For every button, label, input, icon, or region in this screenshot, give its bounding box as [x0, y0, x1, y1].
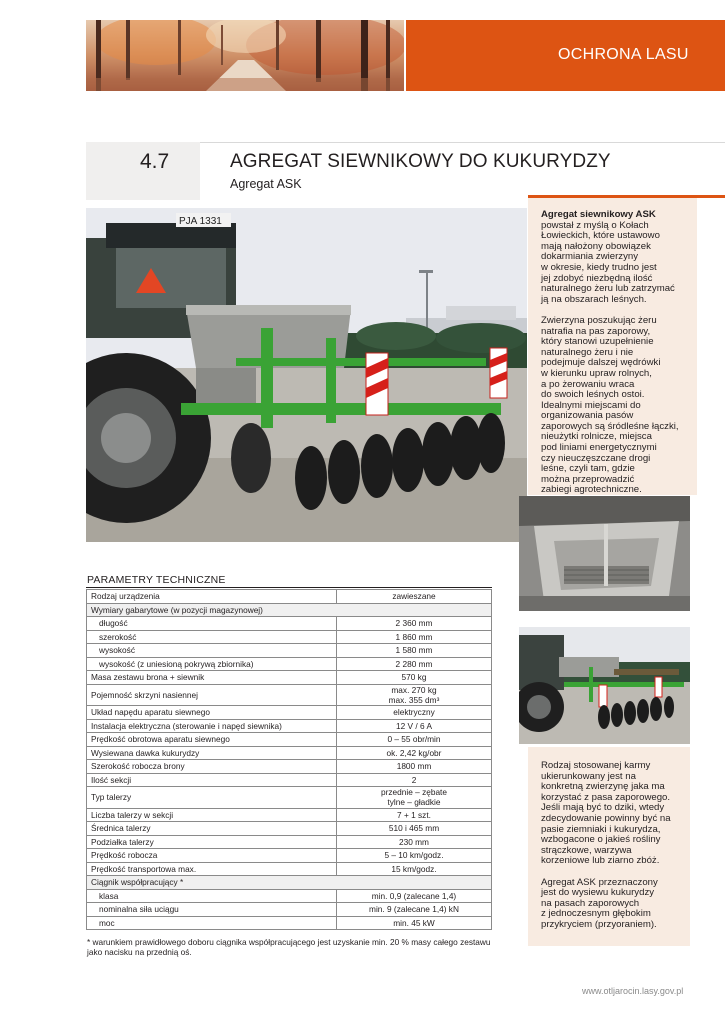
param-label: moc: [87, 916, 337, 930]
table-row: [87, 808, 492, 822]
text-line: natrafia na pas zaporowy,: [541, 325, 651, 337]
page-subtitle: Agregat ASK: [230, 177, 302, 191]
param-label: Prędkość obrotowa aparatu siewnego: [87, 733, 337, 747]
param-label: szerokość: [87, 630, 337, 644]
text-line: konkretną zwierzynę jaka ma: [541, 781, 665, 793]
section-number: 4.7: [140, 150, 170, 173]
text-line: zabiegi agrotechniczne.: [541, 484, 642, 496]
page-title: AGREGAT SIEWNIKOWY DO KUKURYDZY: [230, 151, 611, 172]
description-text: [541, 210, 691, 507]
table-group-label: Ciągnik współpracujący *: [87, 876, 492, 890]
text-line: czy nieuczęszczane drogi: [541, 452, 651, 464]
table-row: [87, 746, 492, 760]
param-value: [337, 657, 492, 671]
table-group-label: Wymiary gabarytowe (w pozycji magazynowej): [87, 603, 492, 617]
table-row: [87, 916, 492, 930]
text-line: Agregat ASK przeznaczony: [541, 876, 658, 888]
param-value-text: 2 280 mm: [395, 658, 433, 669]
text-line: organizowania pasów: [541, 410, 634, 422]
param-value-text: 0 – 55 obr/min: [387, 734, 441, 745]
text-line: można przeprowadzić: [541, 473, 635, 485]
params-table: [86, 589, 492, 930]
text-line: Łowieckich, które ustawowo: [541, 230, 660, 242]
table-row: [87, 733, 492, 747]
header-forest-photo: [86, 20, 404, 91]
param-label: Układ napędu aparatu siewnego: [87, 706, 337, 720]
param-value: [337, 773, 492, 787]
param-value-text: min. 45 kW: [393, 917, 435, 928]
table-row: [87, 849, 492, 863]
param-label: Pojemność skrzyni nasiennej: [87, 684, 337, 706]
param-value: [337, 684, 492, 706]
param-value: [337, 849, 492, 863]
text-line: korzystać z pasa zaporowego.: [541, 791, 671, 803]
text-line: ukierunkowany jest na: [541, 770, 636, 782]
param-value-text: min. 9 (zalecane 1,4) kN: [369, 904, 459, 915]
param-value-text-2: max. 355 dm³: [388, 694, 440, 705]
param-label: Średnica talerzy: [87, 822, 337, 836]
param-value: [337, 617, 492, 631]
param-label: Typ talerzy: [87, 787, 337, 809]
text-line: powstał z myślą o Kołach: [541, 219, 649, 231]
table-row: [87, 889, 492, 903]
param-label: Rodzaj urządzenia: [87, 590, 337, 604]
text-line: Zwierzyna poszukując żeru: [541, 314, 657, 326]
params-title: PARAMETRY TECHNICZNE: [87, 574, 226, 586]
param-value-text: 1 580 mm: [395, 645, 433, 656]
param-label: długość: [87, 617, 337, 631]
table-row: [87, 903, 492, 917]
section-header-band: [406, 20, 725, 91]
description-paragraph-1: [541, 210, 691, 305]
text-line: naturalnego żeru lub zatrzymać: [541, 283, 675, 295]
table-row: [87, 590, 492, 604]
param-label: wysokość (z uniesioną pokrywą zbiornika): [87, 657, 337, 671]
table-row: [87, 835, 492, 849]
table-row: [87, 671, 492, 685]
param-label: nominalna siła uciągu: [87, 903, 337, 917]
text-line: pasie ziemniaki i kukurydza,: [541, 823, 661, 835]
param-value: [337, 746, 492, 760]
table-row: [87, 773, 492, 787]
text-line: w okresie, kiedy trudno jest: [541, 261, 657, 273]
param-value: [337, 787, 492, 809]
product-name-bold: Agregat siewnikowy ASK: [541, 209, 656, 220]
table-row: [87, 630, 492, 644]
param-value: [337, 760, 492, 774]
plate-text: PJA 1331: [179, 216, 222, 227]
param-value: [337, 706, 492, 720]
main-product-photo: [86, 208, 527, 542]
table-row: [87, 719, 492, 733]
text-line: przykryciem (przyoraniem).: [541, 918, 657, 930]
text-line: do swoich leśnych ostoi.: [541, 389, 645, 401]
param-value: [337, 808, 492, 822]
machine-side-photo: [519, 627, 690, 744]
text-line: Jeśli mają być to dziki, wtedy: [541, 802, 665, 814]
param-value: [337, 822, 492, 836]
footnote: * warunkiem prawidłowego doboru ciągnika współpracującego jest uzyskanie min. 20 % masy całego zestawu jako nacisku na przednią oś.: [87, 937, 491, 957]
param-value-text: zawieszane: [392, 591, 436, 602]
text-line: w kierunku upraw rolnych,: [541, 367, 652, 379]
text-line: z jednoczesnym głębokim: [541, 908, 651, 920]
param-value-text: 230 mm: [399, 836, 429, 847]
param-value-text: max. 270 kg: [391, 684, 437, 695]
param-value: [337, 630, 492, 644]
param-value-text-2: tylne – gładkie: [387, 797, 441, 808]
text-line: nieużytki rolnicze, miejsca: [541, 431, 652, 443]
param-label: klasa: [87, 889, 337, 903]
param-value: [337, 733, 492, 747]
param-value: [337, 671, 492, 685]
param-value-text: ok. 2,42 kg/obr: [386, 747, 442, 758]
param-label: Prędkość transportowa max.: [87, 862, 337, 876]
text-line: podejmuje dalszej wędrówki: [541, 357, 661, 369]
param-value: [337, 889, 492, 903]
param-value-text: 2: [411, 774, 417, 785]
table-row: [87, 822, 492, 836]
table-row: [87, 603, 492, 617]
title-divider: [200, 142, 725, 143]
table-row: [87, 706, 492, 720]
text-line: zaporowych są śródleśne łączki,: [541, 420, 679, 432]
param-value-text: przednie – zębate: [381, 787, 447, 798]
text-line: strączkowe, warzywa: [541, 844, 632, 856]
param-value-text: 7 + 1 szt.: [397, 809, 431, 820]
param-label: Szerokość robocza brony: [87, 760, 337, 774]
text-line: na pasach zaporowych: [541, 897, 640, 909]
table-row: [87, 760, 492, 774]
table-row: [87, 657, 492, 671]
hopper-interior-photo: [519, 496, 690, 611]
param-label: Ilość sekcji: [87, 773, 337, 787]
text-line: jest do wysiewu kukurydzy: [541, 887, 655, 899]
param-value-text: min. 0,9 (zalecane 1,4): [371, 890, 457, 901]
description-paragraph-4: [541, 878, 689, 931]
description-text-2: [541, 761, 689, 941]
table-row: [87, 876, 492, 890]
section-label: OCHRONA LASU: [558, 46, 689, 63]
param-label: Podziałka talerzy: [87, 835, 337, 849]
description-paragraph-2: [541, 316, 691, 496]
footer-url[interactable]: www.otljarocin.lasy.gov.pl: [582, 986, 684, 996]
param-value-text: 570 kg: [401, 672, 427, 683]
text-line: Idealnymi miejscami do: [541, 399, 641, 411]
text-line: a po żerowaniu wraca: [541, 378, 635, 390]
text-line: jej zdobyć niezbędną ilość: [541, 272, 653, 284]
text-line: dokarmiania zwierzyny: [541, 251, 639, 263]
text-line: ją na obszarach leśnych.: [541, 293, 647, 305]
param-label: wysokość: [87, 644, 337, 658]
text-line: pod liniami energetycznymi: [541, 442, 657, 454]
param-value: [337, 835, 492, 849]
params-table-body: [87, 590, 492, 930]
text-line: korzeniowe lub ziarno zbóż.: [541, 855, 660, 867]
param-value-text: 510 i 465 mm: [388, 823, 440, 834]
table-row: [87, 862, 492, 876]
table-row: [87, 684, 492, 706]
param-value: [337, 862, 492, 876]
param-value-text: 2 360 mm: [395, 618, 433, 629]
table-row: [87, 787, 492, 809]
params-title-rule: [86, 587, 492, 588]
text-line: który stanowi uzupełnienie: [541, 336, 654, 348]
param-value-text: 5 – 10 km/godz.: [384, 850, 444, 861]
param-value-text: elektryczny: [393, 707, 435, 718]
text-line: leśne, czyli tam, gdzie: [541, 463, 635, 475]
param-label: Wysiewana dawka kukurydzy: [87, 746, 337, 760]
text-line: naturalnego żeru i nie: [541, 346, 634, 358]
param-value: [337, 916, 492, 930]
text-line: mają nałożony obowiązek: [541, 240, 651, 252]
param-value: [337, 590, 492, 604]
param-value: [337, 644, 492, 658]
param-label: Masa zestawu brona + siewnik: [87, 671, 337, 685]
description-paragraph-3: [541, 761, 689, 867]
param-value-text: 1800 mm: [396, 761, 432, 772]
param-label: Liczba talerzy w sekcji: [87, 808, 337, 822]
param-value-text: 15 km/godz.: [391, 863, 437, 874]
param-label: Instalacja elektryczna (sterowanie i napęd siewnika): [87, 719, 337, 733]
param-value-text: 12 V / 6 A: [396, 720, 432, 731]
param-label: Prędkość robocza: [87, 849, 337, 863]
table-row: [87, 617, 492, 631]
param-value: [337, 719, 492, 733]
text-line: Rodzaj stosowanej karmy: [541, 760, 651, 771]
text-line: wzbogacone o jakieś rośliny: [541, 834, 661, 846]
param-value: [337, 903, 492, 917]
table-row: [87, 644, 492, 658]
text-line: zdecydowanie powinny być na: [541, 812, 671, 824]
param-value-text: 1 860 mm: [395, 631, 433, 642]
